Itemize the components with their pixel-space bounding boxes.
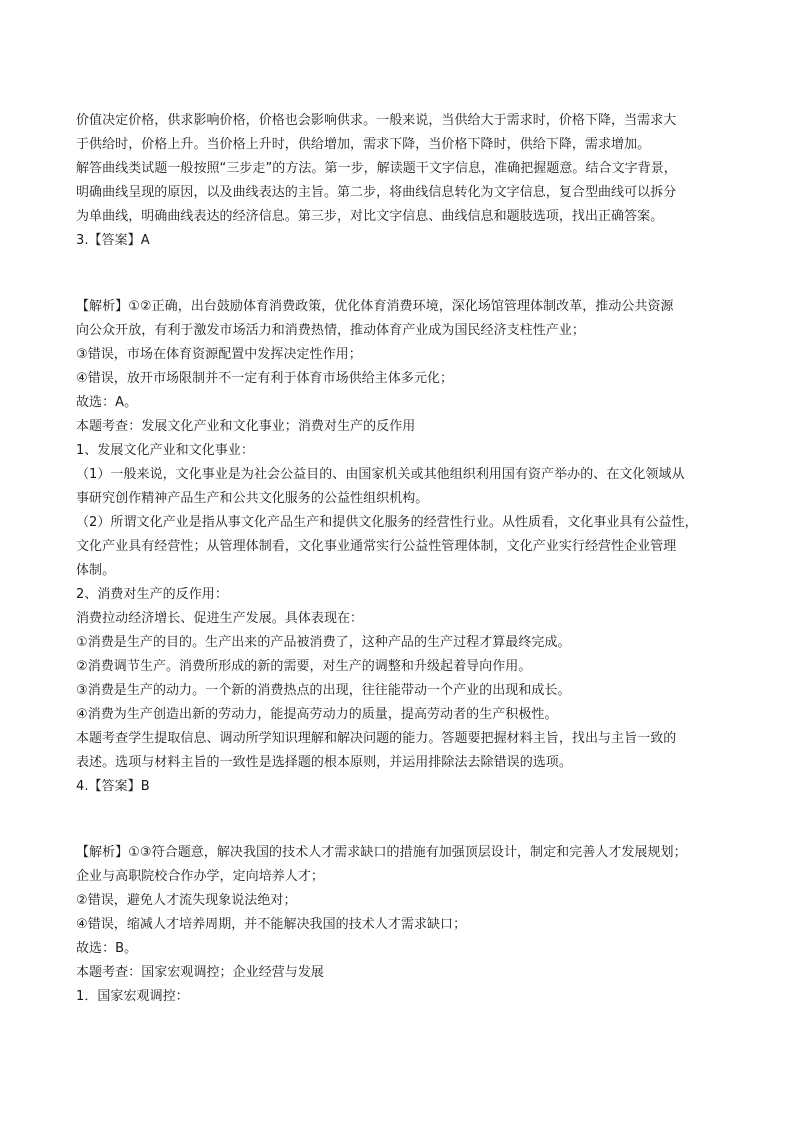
text-line: 为单曲线，明确曲线表达的经济信息。第三步，对比文字信息、曲线信息和题肢选项，找出正确答案。 xyxy=(76,209,664,224)
answer-line: 4.【答案】B xyxy=(76,779,150,794)
text-line: 本题考查：发展文化产业和文化事业；消费对生产的反作用 xyxy=(76,419,416,434)
text-line: 明确曲线呈现的原因，以及曲线表达的主旨。第二步，将曲线信息转化为文字信息，复合型曲线可以拆分 xyxy=(76,185,677,200)
text-line: ②错误，避免人才流失现象说法绝对； xyxy=(76,893,297,908)
text-line: 价值决定价格，供求影响价格，价格也会影响供求。一般来说，当供给大于需求时，价格下降，当需求大 xyxy=(76,113,677,128)
blank-gap xyxy=(76,253,740,295)
text-line: 企业与高职院校合作办学，定向培养人才； xyxy=(76,869,324,884)
text-line: 事研究创作精神产品生产和公共文化服务的公益性组织机构。 xyxy=(76,491,429,506)
answer-line: 3.【答案】A xyxy=(76,233,150,248)
text-line: 表述。选项与材料主旨的一致性是选择题的根本原则，并运用排除法去除错误的选项。 xyxy=(76,755,572,770)
text-line: 体制。 xyxy=(76,563,116,578)
text-line: ④错误，放开市场限制并不一定有利于体育市场供给主体多元化； xyxy=(76,371,454,386)
text-line: 于供给时，价格上升。当价格上升时，供给增加，需求下降，当价格下降时，供给下降，需求增加。 xyxy=(76,137,651,152)
text-line: 消费拉动经济增长、促进生产发展。具体表现在： xyxy=(76,611,364,626)
blank-gap xyxy=(76,799,740,841)
text-line: ④错误，缩减人才培养周期，并不能解决我国的技术人才需求缺口； xyxy=(76,917,467,932)
text-line: 文化产业具有经营性；从管理体制看，文化事业通常实行公益性管理体制，文化产业实行经营性企业管理 xyxy=(76,539,677,554)
text-line: ①消费是生产的目的。生产出来的产品被消费了，这种产品的生产过程才算最终完成。 xyxy=(76,635,571,650)
text-line: ④消费为生产创造出新的劳动力，能提高劳动力的质量，提高劳动者的生产积极性。 xyxy=(76,707,558,722)
text-line: ③消费是生产的动力。一个新的消费热点的出现，往往能带动一个产业的出现和成长。 xyxy=(76,683,571,698)
text-line: ②消费调节生产。消费所形成的新的需要，对生产的调整和升级起着导向作用。 xyxy=(76,659,532,674)
text-line: 1、发展文化产业和文化事业： xyxy=(76,443,254,458)
text-line: 1．国家宏观调控： xyxy=(76,989,189,1004)
analysis-line: 【解析】①③符合题意，解决我国的技术人才需求缺口的措施有加强顶层设计，制定和完善人才发展规划； xyxy=(76,845,687,860)
text-line: 故选：A。 xyxy=(76,395,138,410)
analysis-line: 【解析】①②正确，出台鼓励体育消费政策，优化体育消费环境，深化场馆管理体制改革，推动公共资源 xyxy=(76,299,674,314)
text-line: ③错误，市场在体育资源配置中发挥决定性作用； xyxy=(76,347,362,362)
text-line: （1）一般来说，文化事业是为社会公益目的、由国家机关或其他组织利用国有资产举办的、在文化领域从 xyxy=(76,467,685,482)
text-line: 向公众开放，有利于激发市场活力和消费热情，推动体育产业成为国民经济支柱性产业； xyxy=(76,323,585,338)
text-line: （2）所谓文化产业是指从事文化产品生产和提供文化服务的经营性行业。从性质看，文化事业具有公益性， xyxy=(76,515,698,530)
text-line: 本题考查学生提取信息、调动所学知识理解和解决问题的能力。答题要把握材料主旨，找出与主旨一致的 xyxy=(76,731,677,746)
text-line: 解答曲线类试题一般按照“三步走”的方法。第一步，解读题干文字信息，准确把握题意。结合文字背景， xyxy=(76,161,677,176)
text-line: 2、消费对生产的反作用： xyxy=(76,587,228,602)
text-line: 故选：B。 xyxy=(76,941,138,956)
text-line: 本题考查：国家宏观调控；企业经营与发展 xyxy=(76,965,324,980)
document-body xyxy=(76,109,740,1009)
